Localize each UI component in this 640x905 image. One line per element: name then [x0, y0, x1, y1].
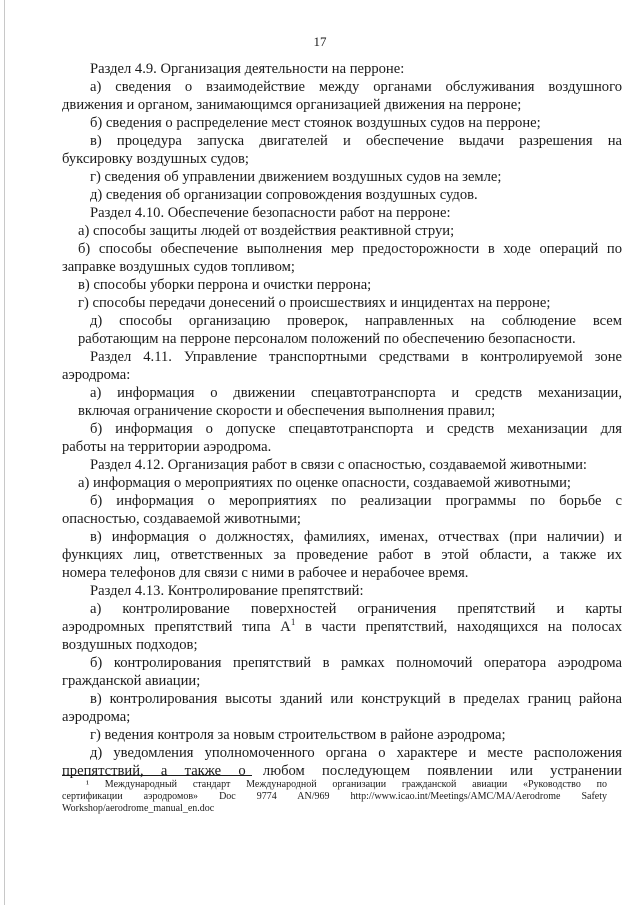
text-line: работающим на перроне персоналом положений по обеспечению безопасности.: [78, 331, 576, 347]
scan-edge-line: [4, 0, 5, 905]
footnote-line: ¹ Международный стандарт Международной организации гражданской авиации «Руководство по: [86, 779, 607, 790]
text-line: а) способы защиты людей от воздействия реактивной струи;: [78, 223, 455, 239]
text-line: д) уведомления уполномоченного органа о характере и месте расположения: [90, 745, 622, 761]
text-line: препятствий, а также о любом последующем появлении или устранении: [62, 763, 622, 779]
text-line: аэродрома;: [62, 709, 131, 725]
text-line: буксировку воздушных судов;: [62, 151, 249, 167]
text-line: заправке воздушных судов топливом;: [62, 259, 295, 275]
text-line: б) информация о допуске спецавтотранспорта и средств механизации для: [90, 421, 622, 437]
text-line: опасностью, создаваемой животными;: [62, 511, 301, 527]
text-line: аэродрома:: [62, 367, 131, 383]
text-line: Раздел 4.12. Организация работ в связи с опасностью, создаваемой животными:: [90, 457, 587, 473]
text-line: Раздел 4.11. Управление транспортными средствами в контролируемой зоне: [90, 349, 622, 365]
text-line: б) контролирования препятствий в рамках полномочий оператора аэродрома: [90, 655, 622, 671]
text-line: а) информация о движении спецавтотранспорта и средств механизации,: [90, 385, 622, 401]
text-line: Раздел 4.9. Организация деятельности на перроне:: [90, 61, 405, 77]
text-line: в) способы уборки перрона и очистки перрона;: [78, 277, 372, 293]
text-line: г) сведения об управлении движением воздушных судов на земле;: [90, 169, 502, 185]
footnote-line: Workshop/aerodrome_manual_en.doc: [62, 803, 215, 814]
text-line: гражданской авиации;: [62, 673, 201, 689]
text-line: г) способы передачи донесений о происшествиях и инцидентах на перроне;: [78, 295, 551, 311]
text-line: д) способы организацию проверок, направленных на соблюдение всем: [90, 313, 622, 329]
text-line: в) информация о должностях, фамилиях, именах, отчествах (при наличии) и: [90, 529, 622, 545]
text-line: движения и органом, занимающимся организацией движения на перроне;: [62, 97, 522, 113]
text-line: б) способы обеспечение выполнения мер предосторожности в ходе операций по: [78, 241, 622, 257]
text-line: б) сведения о распределение мест стоянок воздушных судов на перроне;: [90, 115, 541, 131]
text-line: а) информация о мероприятиях по оценке опасности, создаваемой животными;: [78, 475, 571, 491]
text-line: д) сведения об организации сопровождения воздушных судов.: [90, 187, 478, 203]
text-line: Раздел 4.10. Обеспечение безопасности работ на перроне:: [90, 205, 451, 221]
text-line: в) контролирования высоты зданий или конструкций в пределах границ района: [90, 691, 622, 707]
text-line: аэродромных препятствий типа $А^1$ в части препятствий, находящихся на полосах: [62, 617, 623, 635]
footnote-separator: [62, 775, 252, 776]
text-line: а) сведения о взаимодействие между органами обслуживания воздушного: [90, 79, 622, 95]
text-line: Раздел 4.13. Контролирование препятствий:: [90, 583, 364, 599]
text-line: включая ограничение скорости и обеспечения выполнения правил;: [78, 403, 496, 419]
text-line: функциях лиц, ответственных за проведение работ в этой области, а также их: [62, 547, 622, 563]
footnote-line: сертификации аэродромов» Doc 9774 AN/969 http://www.icao.int/Meetings/AMC/MA/Aerodrome Safety: [62, 791, 607, 802]
text-line: а) контролирование поверхностей ограничения препятствий и карты: [90, 601, 622, 617]
document-body: [62, 60, 622, 780]
text-line: воздушных подходов;: [62, 637, 198, 653]
footnote: [62, 779, 607, 815]
text-line: г) ведения контроля за новым строительством в районе аэродрома;: [90, 727, 506, 743]
text-line: номера телефонов для связи с ними в рабочее и нерабочее время.: [62, 565, 469, 581]
text-line: в) процедура запуска двигателей и обеспечение выдачи разрешения на: [90, 133, 622, 149]
text-line: б) информация о мероприятиях по реализации программы по борьбе с: [90, 493, 622, 509]
text-line: работы на территории аэродрома.: [62, 439, 272, 455]
page-number: 17: [313, 34, 327, 49]
